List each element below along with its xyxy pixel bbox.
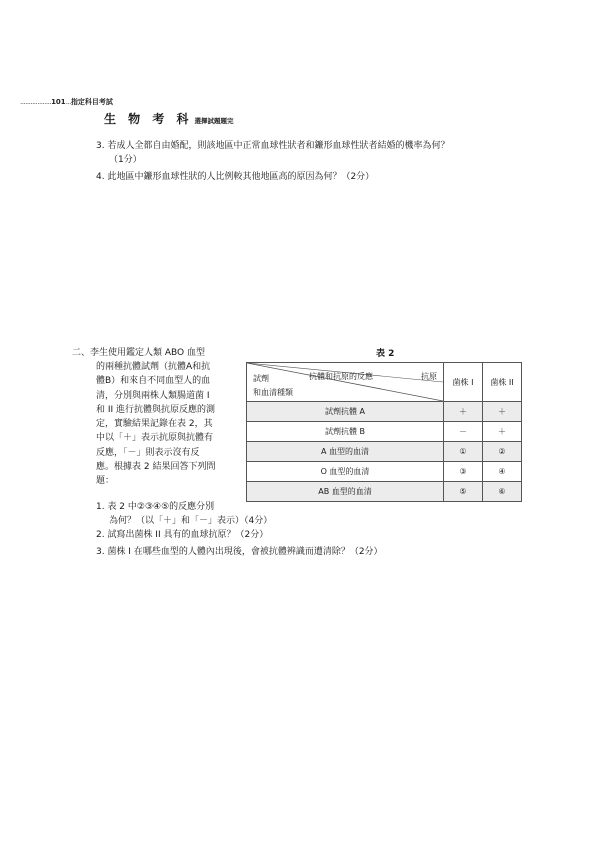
- cell-strain-1: ③: [444, 462, 483, 482]
- row-label: A 血型的血清: [247, 442, 444, 462]
- section-2-title: 二、李生使用鑑定人類 ABO 血型: [72, 348, 205, 358]
- diag-label-serum: 和血清種類: [253, 388, 293, 397]
- section-2-line: 中以「＋」表示抗原與抗體有: [96, 433, 214, 444]
- section-2-line: 應。根據表 2 結果回答下列問: [96, 462, 216, 473]
- table-row: [247, 462, 522, 482]
- sub-question-3: 3. 菌株 I 在哪些血型的人體內出現後，會被抗體辨識而遭清除？（2分）: [96, 547, 383, 557]
- sub-question-1: 1. 表 2 中②③④⑤的反應分別: [96, 502, 215, 512]
- cell-strain-1: ⑤: [444, 482, 483, 502]
- question-3: 3. 若成人全都自由婚配，則該地區中正常血球性狀者和鐮形血球性狀者結婚的機率為何？: [96, 141, 450, 151]
- header-dots: ..................: [20, 98, 52, 106]
- section-2-line: 反應，「－」則表示沒有反: [96, 447, 200, 458]
- section-2-line: 題：: [96, 476, 115, 487]
- header-dots-2: ...: [65, 98, 71, 106]
- section-2-body: [96, 360, 236, 489]
- section-2-line: 和 II 進行抗體與抗原反應的測: [96, 404, 216, 415]
- subject-title: 生 物 考 科: [104, 112, 193, 126]
- diag-label-antigen: 抗原: [421, 372, 437, 381]
- column-header-strain-2: 菌株 II: [483, 363, 522, 402]
- exam-name: 指定科目考試: [70, 98, 113, 106]
- diag-label-reaction: 抗體和抗原的反應: [309, 372, 373, 381]
- page-number: 101: [51, 98, 66, 106]
- question-3-points: （1分）: [109, 155, 142, 165]
- sub-question-2: 2. 試寫出菌株 II 具有的血球抗原？（2分）: [96, 530, 269, 540]
- diag-label-reagent: 試劑: [253, 374, 269, 383]
- question-4: 4. 此地區中鐮形血球性狀的人比例較其他地區高的原因為何？（2分）: [96, 172, 375, 182]
- table-row: [247, 402, 522, 422]
- running-header: [20, 97, 113, 107]
- section-2-line: 定，實驗結果記錄在表 2，其: [96, 419, 213, 430]
- subject-title-row: [104, 108, 234, 127]
- section-2-line: 的兩種抗體試劑（抗體A和抗: [96, 362, 211, 372]
- cell-strain-2: ＋: [483, 402, 522, 422]
- cell-strain-2: ⑥: [483, 482, 522, 502]
- table-diagonal-header: [247, 363, 444, 402]
- table-row: [247, 422, 522, 442]
- table-2: [246, 362, 522, 502]
- cell-strain-1: －: [444, 422, 483, 442]
- section-2-line: 體B）和來自不同血型人的血: [96, 376, 211, 387]
- table-row: [247, 482, 522, 502]
- subject-subtitle: 選擇試題題完: [194, 117, 234, 125]
- row-label: AB 血型的血清: [247, 482, 444, 502]
- sub-question-1-cont: 為何？（以「＋」和「－」表示）（4分）: [109, 516, 273, 526]
- table-2-caption: 表 2: [376, 349, 395, 359]
- row-label: 試劑抗體 A: [247, 402, 444, 422]
- cell-strain-1: ①: [444, 442, 483, 462]
- cell-strain-2: ④: [483, 462, 522, 482]
- row-label: O 血型的血清: [247, 462, 444, 482]
- table-row: [247, 442, 522, 462]
- row-label: 試劑抗體 B: [247, 422, 444, 442]
- cell-strain-2: ＋: [483, 422, 522, 442]
- column-header-strain-1: 菌株 I: [444, 363, 483, 402]
- cell-strain-1: ＋: [444, 402, 483, 422]
- section-2-line: 清，分別與兩株人類腸道菌 I: [96, 390, 210, 401]
- cell-strain-2: ②: [483, 442, 522, 462]
